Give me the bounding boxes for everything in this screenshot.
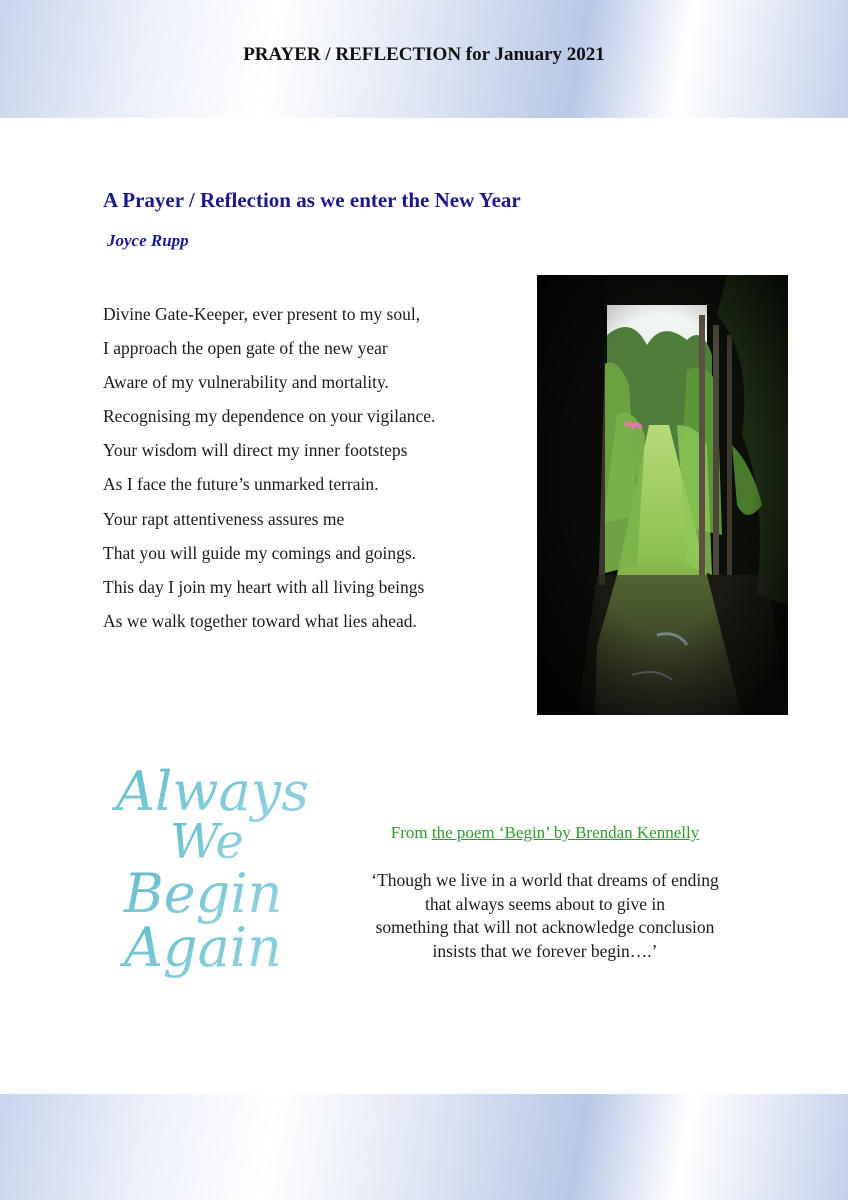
quote-source-prefix: From (390, 823, 428, 842)
lettering-begin: Begin (124, 862, 283, 925)
article-author: Joyce Rupp (107, 231, 189, 250)
quote-line: something that will not acknowledge conclusion (375, 917, 715, 937)
poem-quote (340, 869, 750, 963)
poem-line: Your wisdom will direct my inner footsteps (103, 440, 408, 461)
poem-line: Recognising my dependence on your vigilance. (103, 406, 436, 427)
poem-text (103, 297, 523, 638)
page-title: PRAYER / REFLECTION for January 2021 (243, 44, 605, 65)
lettering-again: Again (124, 916, 282, 979)
poem-line: This day I join my heart with all living beings (103, 576, 425, 597)
poem-line: As we walk together toward what lies ahead. (103, 610, 417, 631)
poem-line: Your rapt attentiveness assures me (103, 508, 345, 529)
poem-line: I approach the open gate of the new year (103, 338, 388, 359)
poem-line: As I face the future’s unmarked terrain. (103, 474, 379, 495)
article-heading: A Prayer / Reflection as we enter the New Year (103, 188, 521, 212)
garden-gate-photo (537, 275, 788, 715)
quote-source (345, 823, 745, 843)
poem-line: Aware of my vulnerability and mortality. (103, 372, 389, 393)
garden-gate-illustration (537, 275, 788, 715)
quote-source-link[interactable]: the poem ‘Begin’ by Brendan Kennelly (431, 823, 700, 842)
quote-line: ‘Though we live in a world that dreams of ending (371, 870, 719, 890)
footer-band (0, 1094, 848, 1200)
lettering-always: Always (116, 760, 309, 823)
lettering-we: We (170, 814, 244, 870)
quote-line: that always seems about to give in (424, 893, 666, 914)
always-we-begin-again-art (110, 752, 310, 982)
poem-line: That you will guide my comings and goings. (103, 542, 417, 563)
hand-lettering-artwork (110, 752, 310, 982)
poem-line: Divine Gate-Keeper, ever present to my soul, (103, 304, 421, 324)
quote-line: insists that we forever begin….’ (432, 940, 658, 961)
